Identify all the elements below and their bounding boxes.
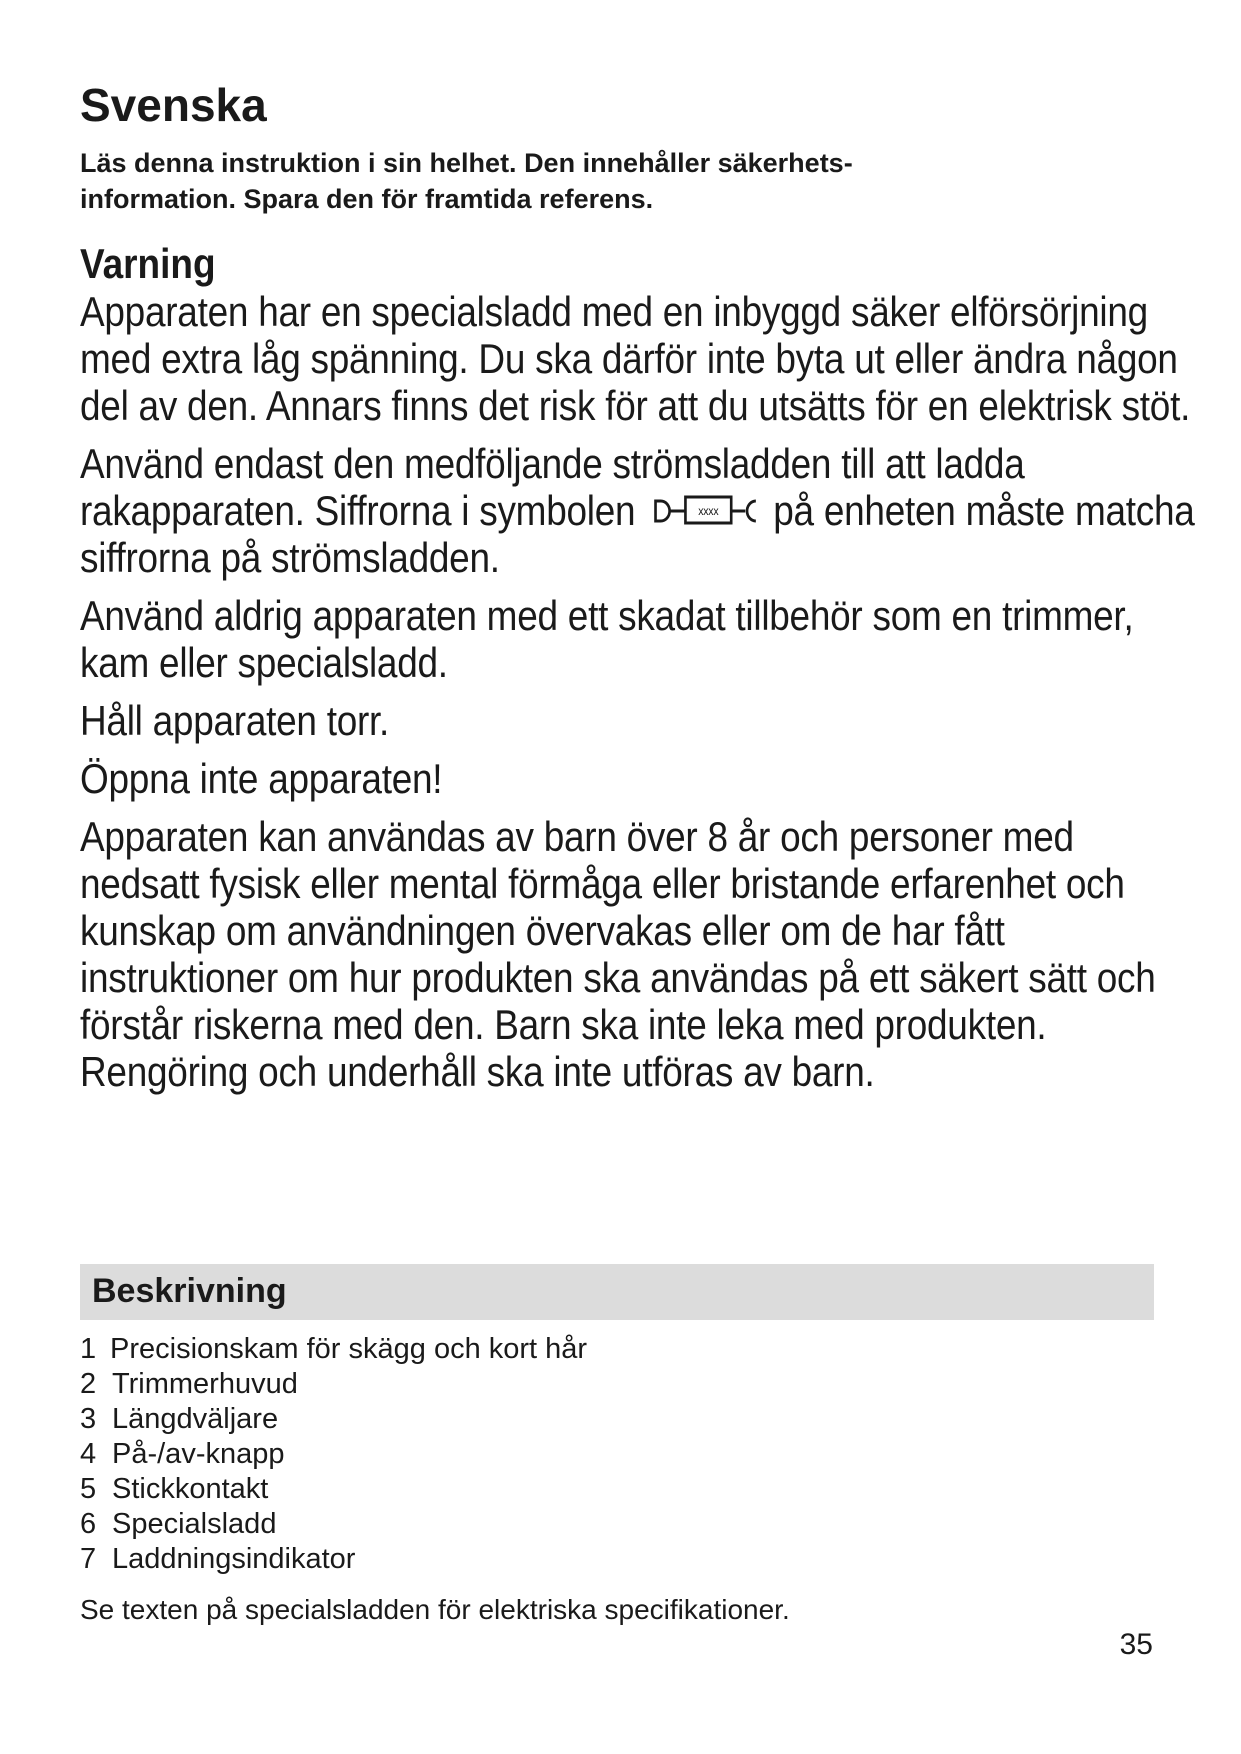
warning-title: Varning xyxy=(80,240,216,287)
item-number: 3 xyxy=(80,1403,97,1435)
warning-paragraph-2-start: Använd endast den medföljande strömsladden till att ladda rakapparaten. Siffrorna i symbolen xyxy=(80,440,1025,534)
specification-note: Se texten på specialsladden för elektriska specifikationer. xyxy=(80,1594,790,1625)
item-label: Precisionskam för skägg och kort hår xyxy=(110,1333,588,1365)
description-header xyxy=(80,1264,1154,1320)
item-label: Specialsladd xyxy=(112,1508,277,1540)
list-item xyxy=(80,1542,587,1577)
page-title: Svenska xyxy=(80,79,267,131)
symbol-code-text: xxxx xyxy=(698,505,719,519)
warning-paragraph-5: Öppna inte apparaten! xyxy=(80,755,443,802)
list-item xyxy=(80,1507,587,1542)
warning-paragraph-4: Håll apparaten torr. xyxy=(80,697,390,744)
item-label: Stickkontakt xyxy=(112,1473,269,1505)
warning-section xyxy=(80,288,1198,1106)
list-item xyxy=(80,1472,587,1507)
intro-text xyxy=(80,145,1040,217)
description-title: Beskrivning xyxy=(92,1272,287,1310)
item-label: Laddningsindikator xyxy=(112,1543,356,1575)
warning-paragraph-1: Apparaten har en specialsladd med en inbyggd säker elförsörjning med extra låg spänning. Du ska därför inte byta ut eller ändra någon del av den. Annars finns det risk för att du utsätts för en elektrisk stöt. xyxy=(80,288,1191,429)
warning-paragraph-6: Apparaten kan användas av barn över 8 år och personer med nedsatt fysisk eller mental förmåga eller bristande erfarenhet och kunskap om användningen övervakas eller om de har fått instruktioner om hur produkten ska användas på ett säkert sätt och förstår riskerna med den. Barn ska inte leka med produkten. Rengöring och underhåll ska inte utföras av barn. xyxy=(80,813,1156,1095)
item-number: 5 xyxy=(80,1473,97,1505)
item-label: Trimmerhuvud xyxy=(112,1368,298,1400)
warning-paragraph-2-end: på enheten måste matcha siffrorna på strömsladden. xyxy=(80,487,1195,581)
item-label: Längdväljare xyxy=(112,1403,279,1435)
description-list xyxy=(80,1332,587,1577)
item-number: 2 xyxy=(80,1368,97,1400)
list-item xyxy=(80,1402,587,1437)
page-number: 35 xyxy=(1119,1628,1153,1661)
warning-paragraph-3: Använd aldrig apparaten med ett skadat tillbehör som en trimmer, kam eller specialsladd. xyxy=(80,592,1134,686)
item-number: 4 xyxy=(80,1438,97,1470)
item-number: 7 xyxy=(80,1543,97,1575)
item-number: 1 xyxy=(80,1333,97,1365)
warning-paragraph-2 xyxy=(80,440,1198,581)
item-label: På-/av-knapp xyxy=(112,1438,285,1470)
list-item xyxy=(80,1332,587,1367)
intro-line-1: Läs denna instruktion i sin helhet. Den innehåller säkerhets- xyxy=(80,148,853,178)
intro-line-2: information. Spara den för framtida referens. xyxy=(80,184,654,214)
item-number: 6 xyxy=(80,1508,97,1540)
list-item xyxy=(80,1367,587,1402)
power-plug-symbol-icon xyxy=(647,491,761,531)
list-item xyxy=(80,1437,587,1472)
